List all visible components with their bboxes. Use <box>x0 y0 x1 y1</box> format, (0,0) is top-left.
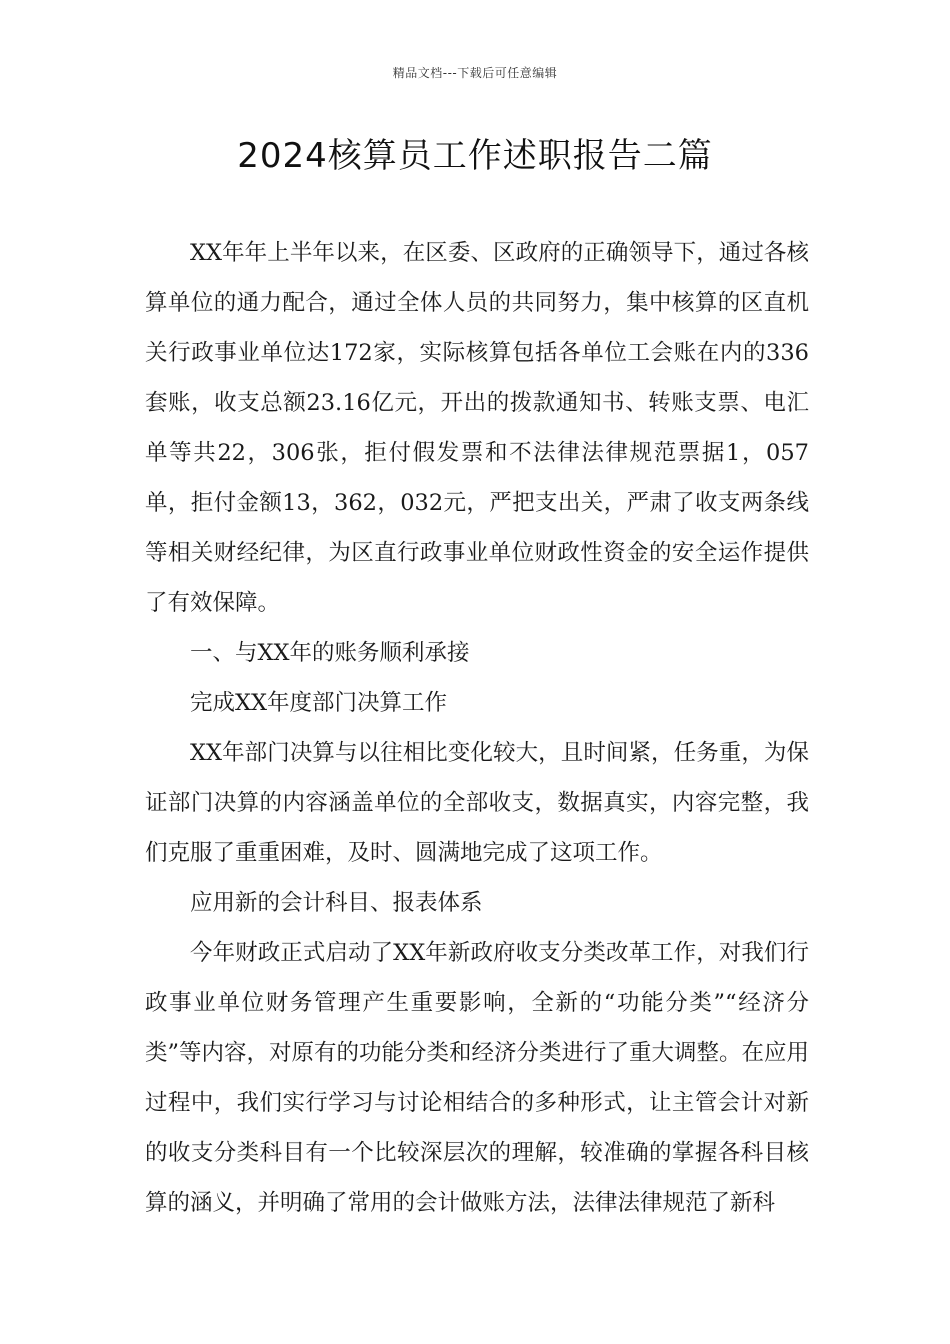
page-title: 2024核算员工作述职报告二篇 <box>237 136 713 176</box>
paragraph-new-subjects: 今年财政正式启动了XX年新政府收支分类改革工作，对我们行政事业单位财务管理产生重要影响，全新的“功能分类”“经济分类”等内容，对原有的功能分类和经济分类进行了重大调整。在应用过程中，我们实行学习与讨论相结合的多种形式，让主管会计对新的收支分类科目有一个比较深层次的理解，较准确的掌握各科目核算的涵义，并明确了常用的会计做账方法，法律法律规范了新科 <box>145 940 810 1216</box>
paragraph-intro: XX年年上半年以来，在区委、区政府的正确领导下，通过各核算单位的通力配合，通过全体人员的共同努力，集中核算的区直机关行政事业单位达172家，实际核算包括各单位工会账在内的336套账，收支总额23.16亿元，开出的拨款通知书、转账支票、电汇单等共22，306张，拒付假发票和不法律法律规范票据1，057单，拒付金额13，362，032元，严把支出关，严肃了收支两条线等相关财经纪律，为区直行政事业单位财政性资金的安全运作提供了有效保障。 <box>145 240 809 616</box>
subheading-final-accounts: 完成XX年度部门决算工作 <box>190 690 448 716</box>
section-heading-1: 一、与XX年的账务顺利承接 <box>190 640 470 666</box>
document-body <box>145 228 809 1228</box>
header-watermark: 精品文档---下载后可任意编辑 <box>392 66 558 80</box>
subheading-new-subjects: 应用新的会计科目、报表体系 <box>190 890 483 916</box>
paragraph-final-accounts: XX年部门决算与以往相比变化较大，且时间紧，任务重，为保证部门决算的内容涵盖单位的全部收支，数据真实，内容完整，我们克服了重重困难，及时、圆满地完成了这项工作。 <box>145 740 809 866</box>
